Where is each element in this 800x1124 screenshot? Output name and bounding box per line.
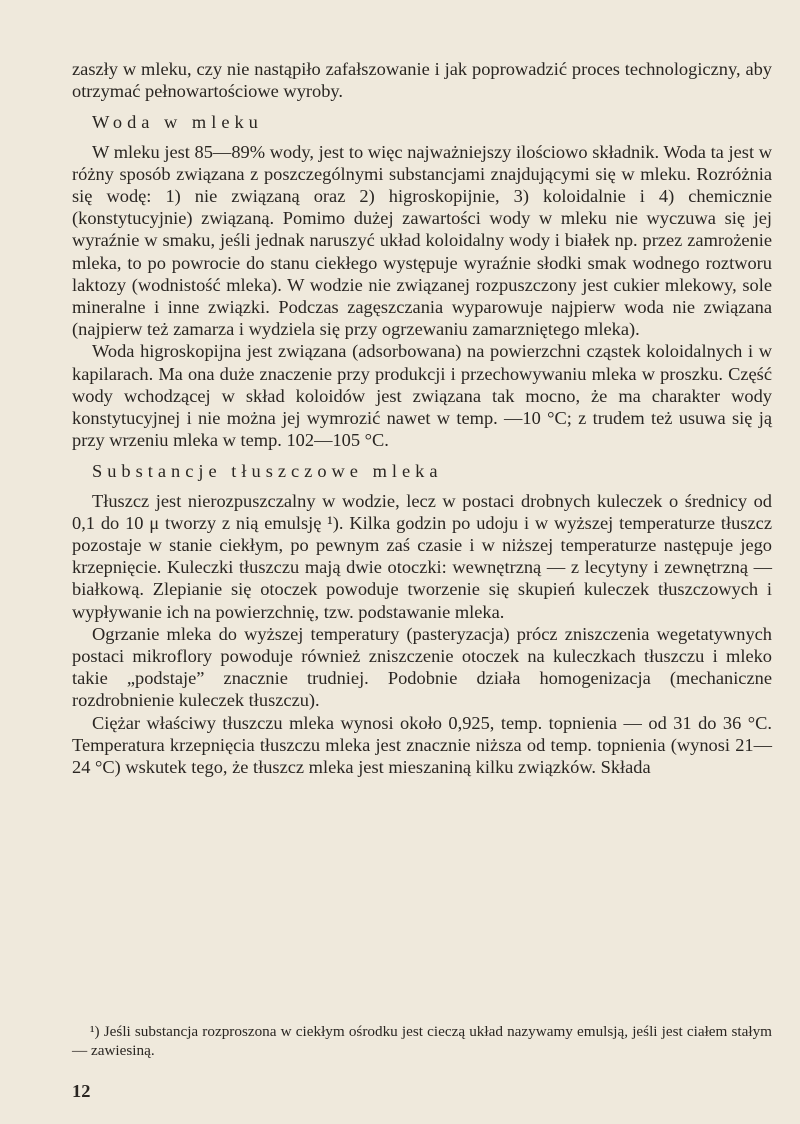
paragraph: W mleku jest 85—89% wody, jest to więc najważniejszy ilościowo składnik. Woda ta jest w różny sposób związana z poszczególnymi substancjami znajdującymi się w mleku. Rozróżnia się wodę: 1) nie związaną oraz 2) higroskopijnie, 3) koloidalnie i 4) chemicznie (konstytucyjnie) związaną. Pomimo dużej zawartości wody w mleku nie wyczuwa się jej wyraźnie w smaku, jeśli jednak naruszyć układ koloidalny wody i białek np. przez zamrożenie mleka, to po powrocie do stanu ciekłego występuje wyraźnie słodki smak wodnego roztworu laktozy (wodnistość mleka). W wodzie nie związanej rozpuszczony jest cukier mlekowy, sole mineralne i inne związki. Podczas zagęszczania wyparowuje najpierw woda nie związana (najpierw też zamarza i wydziela się przy ogrzewaniu zamarzniętego mleka). xyxy=(72,141,772,340)
paragraph: Tłuszcz jest nierozpuszczalny w wodzie, lecz w postaci drobnych kuleczek o średnicy od 0,1 do 10 μ tworzy z nią emulsję ¹). Kilka godzin po udoju i w wyższej temperaturze tłuszcz pozostaje w stanie ciekłym, po pewnym zaś czasie i w niższej temperaturze następuje jego krzepnięcie. Kuleczki tłuszczu mają dwie otoczki: wewnętrzną — z lecytyny i zewnętrzną — białkową. Zlepianie się otoczek powoduje tworzenie się skupień kuleczek tłuszczowych i wypływanie ich na powierzchnię, tzw. podstawanie mleka. xyxy=(72,490,772,622)
page-body xyxy=(72,58,772,778)
paragraph-continued: zaszły w mleku, czy nie nastąpiło zafałszowanie i jak poprowadzić proces technologiczny, aby otrzymać pełnowartościowe wyroby. xyxy=(72,59,772,102)
paragraph: Ciężar właściwy tłuszczu mleka wynosi około 0,925, temp. topnienia — od 31 do 36 °C. Temperatura krzepnięcia tłuszczu mleka jest znacznie niższa od temp. topnienia (wynosi 21—24 °C) wskutek tego, że tłuszcz mleka jest mieszaniną kilku związków. Składa xyxy=(72,712,772,778)
page-number: 12 xyxy=(72,1081,91,1101)
footnote: ¹) Jeśli substancja rozproszona w ciekłym ośrodku jest cieczą układ nazywamy emulsją, jeśli jest ciałem stałym — zawiesiną. xyxy=(72,1023,772,1059)
section-heading-fat: Substancje tłuszczowe mleka xyxy=(92,461,443,482)
paragraph: Ogrzanie mleka do wyższej temperatury (pasteryzacja) prócz zniszczenia wegetatywnych postaci mikroflory powoduje również zniszczenie otoczek na kuleczkach tłuszczu i mleko takie „podstaje” znacznie trudniej. Podobnie działa homogenizacja (mechaniczne rozdrobnienie kuleczek tłuszczu). xyxy=(72,623,772,711)
paragraph: Woda higroskopijna jest związana (adsorbowana) na powierzchni cząstek koloidalnych i w kapilarach. Ma ona duże znaczenie przy produkcji i przechowywaniu mleka w proszku. Część wody wchodzącej w skład koloidów jest związana tak mocno, że ma charakter wody konstytucyjnej i nie można jej wymrozić nawet w temp. —10 °C; z trudem też usuwa się ją przy wrzeniu mleka w temp. 102—105 °C. xyxy=(72,341,772,451)
section-heading-water: Woda w mleku xyxy=(92,112,263,133)
